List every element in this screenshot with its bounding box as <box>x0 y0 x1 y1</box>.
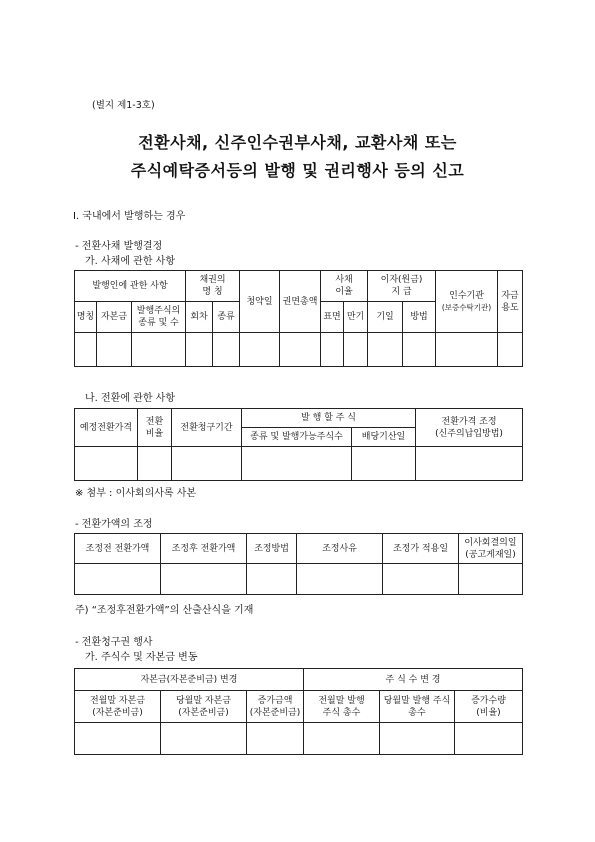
table-cell <box>172 447 242 481</box>
face-total-header: 권면총액 <box>280 271 321 333</box>
table-cell <box>344 333 368 367</box>
table-row <box>75 447 523 481</box>
prev-capital-header: 전월말 자본금 (자본준비금) <box>75 691 161 723</box>
name-header: 명칭 <box>75 302 97 333</box>
table-cell <box>247 564 297 595</box>
table-cell <box>459 564 523 595</box>
ratio-header: 전환 비율 <box>138 409 172 447</box>
before-price-header: 조정전 전환가액 <box>75 534 161 564</box>
fund-use-header: 자금 용도 <box>498 271 523 333</box>
board-date-header <box>459 534 523 564</box>
cell-text: 이사회결의일 <box>464 537 517 548</box>
capital-header: 자본금 <box>97 302 132 333</box>
apply-date-header: 조정가 적용일 <box>383 534 459 564</box>
table-row <box>75 691 523 723</box>
conversion-info-heading: 나. 전환에 관한 사항 <box>85 393 175 404</box>
table-cell <box>280 333 321 367</box>
bond-name-header: 채권의 명 칭 <box>186 271 240 302</box>
curr-shares-header: 당월말 발행 주식 총수 <box>380 691 455 723</box>
table-row <box>75 409 523 428</box>
request-period-header: 전환청구기간 <box>172 409 242 447</box>
kind-header: 종류 <box>213 302 240 333</box>
table-cell <box>132 333 186 367</box>
stock-change-header: 주 식 수 변 경 <box>304 669 523 691</box>
table-cell <box>75 447 138 481</box>
table-cell <box>247 723 304 755</box>
table-cell <box>455 723 523 755</box>
expected-price-header: 예정전환가격 <box>75 409 138 447</box>
table-cell <box>383 564 459 595</box>
table-cell <box>352 447 416 481</box>
table-row <box>75 669 523 691</box>
shares-capital-table <box>74 668 523 755</box>
cell-text: (보증수탁기관) <box>441 302 492 312</box>
table-cell <box>161 723 247 755</box>
table-cell <box>368 333 403 367</box>
section-1-heading: Ⅰ. 국내에서 발행하는 경우 <box>73 211 186 222</box>
shares-type-header: 발행주식의 종류 및 수 <box>132 302 186 333</box>
table-row <box>75 723 523 755</box>
title-line-1: 전환사채, 신주인수권부사채, 교환사채 또는 <box>138 133 457 152</box>
table-row <box>75 271 523 302</box>
after-price-header: 조정후 전환가액 <box>161 534 247 564</box>
issuer-info-header: 발행인에 관한 사항 <box>75 271 186 302</box>
type-count-header: 종류 및 발행가능주식수 <box>242 428 352 447</box>
table-cell <box>304 723 380 755</box>
bond-rate-header: 사채 이율 <box>321 271 368 302</box>
maturity-header: 만기 <box>344 302 368 333</box>
capital-change-header: 자본금(자본준비금) 변경 <box>75 669 304 691</box>
table-row <box>75 333 523 367</box>
exercise-heading: - 전환청구권 행사 <box>75 637 153 648</box>
table-cell <box>403 333 436 367</box>
table-cell <box>380 723 455 755</box>
cell-text: 전환가격 조정 <box>441 416 497 427</box>
appendix-label: (별지 제1-3호) <box>92 100 155 111</box>
conversion-info-table <box>74 408 523 481</box>
increase-header: 증가금액 (자본준비금) <box>247 691 304 723</box>
table-cell <box>75 723 161 755</box>
cell-text: 인수기관 <box>449 290 484 301</box>
attachment-note: ※ 첨부 : 이사회의사록 사본 <box>75 488 197 499</box>
table-cell <box>436 333 498 367</box>
method-header: 방법 <box>403 302 436 333</box>
table-cell <box>186 333 213 367</box>
underwriter-header <box>436 271 498 333</box>
table-cell <box>240 333 280 367</box>
adjustment-table <box>74 533 523 595</box>
table-row <box>75 534 523 564</box>
interest-header: 이자(원금) 지 급 <box>368 271 436 302</box>
period-header: 기일 <box>368 302 403 333</box>
table-cell <box>213 333 240 367</box>
shares-to-issue-header: 발 행 할 주 식 <box>242 409 416 428</box>
table-cell <box>498 333 523 367</box>
table-row <box>75 564 523 595</box>
price-adjust-header <box>416 409 523 447</box>
title-line-2: 주식예탁증서등의 발행 및 권리행사 등의 신고 <box>130 161 465 180</box>
cb-decision-heading: - 전환사채 발행결정 <box>75 241 163 252</box>
table-cell <box>242 447 352 481</box>
cell-text: (공고게재일) <box>465 549 516 560</box>
shares-change-heading: 가. 주식수 및 자본금 변동 <box>85 652 198 663</box>
cell-text: (신주의납입방법) <box>435 428 503 439</box>
curr-capital-header: 당월말 자본금 (자본준비금) <box>161 691 247 723</box>
adjust-reason-header: 조정사유 <box>297 534 383 564</box>
share-increase-header: 증가수량 (비율) <box>455 691 523 723</box>
bond-info-table <box>74 270 523 367</box>
table-cell <box>97 333 132 367</box>
table-cell <box>75 333 97 367</box>
coupon-header: 표면 <box>321 302 344 333</box>
prev-shares-header: 전월말 발행 주식 총수 <box>304 691 380 723</box>
table-cell <box>75 564 161 595</box>
table-cell <box>161 564 247 595</box>
series-header: 회차 <box>186 302 213 333</box>
table-cell <box>138 447 172 481</box>
bond-info-heading: 가. 사채에 관한 사항 <box>85 256 175 267</box>
subscription-date-header: 청약일 <box>240 271 280 333</box>
calc-note: 주) “조정후전환가액”의 산출산식을 기재 <box>75 605 254 616</box>
adjust-method-header: 조정방법 <box>247 534 297 564</box>
table-cell <box>297 564 383 595</box>
adjustment-heading: - 전환가액의 조정 <box>75 519 153 530</box>
dividend-date-header: 배당기산일 <box>352 428 416 447</box>
table-cell <box>321 333 344 367</box>
table-cell <box>416 447 523 481</box>
